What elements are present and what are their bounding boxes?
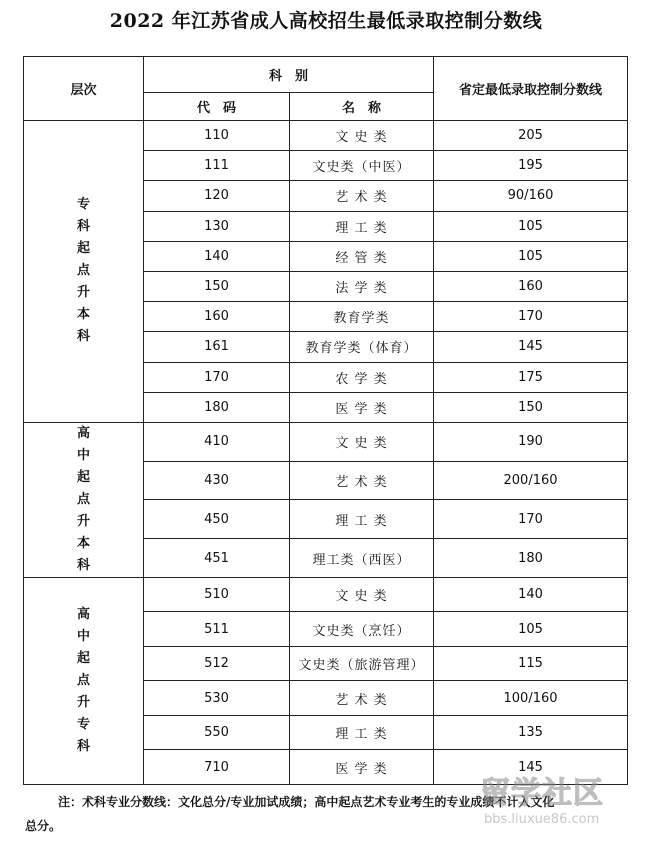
name-cell: 经 管 类 xyxy=(290,241,434,271)
code-cell: 111 xyxy=(144,151,290,181)
name-cell: 法 学 类 xyxy=(290,271,434,301)
code-cell: 511 xyxy=(144,612,290,647)
score-cell: 145 xyxy=(434,332,628,362)
table-row xyxy=(24,577,628,612)
level-label: 专科起点升本科 xyxy=(76,197,90,345)
code-cell: 180 xyxy=(144,392,290,422)
code-cell: 510 xyxy=(144,577,290,612)
score-cell: 175 xyxy=(434,362,628,392)
score-cell: 140 xyxy=(434,577,628,612)
level-cell xyxy=(24,422,144,577)
score-cell: 135 xyxy=(434,715,628,750)
header-level: 层次 xyxy=(24,57,144,121)
score-cell: 100/160 xyxy=(434,681,628,716)
score-cell: 170 xyxy=(434,500,628,539)
code-cell: 451 xyxy=(144,539,290,578)
name-cell: 理 工 类 xyxy=(290,211,434,241)
page-title: 2022 年江苏省成人高校招生最低录取控制分数线 xyxy=(109,10,543,32)
name-cell: 理 工 类 xyxy=(290,715,434,750)
name-cell: 艺 术 类 xyxy=(290,461,434,500)
code-cell: 170 xyxy=(144,362,290,392)
code-cell: 512 xyxy=(144,646,290,681)
name-cell: 教育学类 xyxy=(290,302,434,332)
code-cell: 130 xyxy=(144,211,290,241)
table-row xyxy=(24,121,628,151)
name-cell: 文 史 类 xyxy=(290,121,434,151)
table-body xyxy=(24,121,628,785)
level-label: 高中起点升专科 xyxy=(76,606,90,754)
score-cell: 200/160 xyxy=(434,461,628,500)
name-cell: 理工类（西医） xyxy=(290,539,434,578)
name-cell: 艺 术 类 xyxy=(290,681,434,716)
code-cell: 161 xyxy=(144,332,290,362)
score-cell: 180 xyxy=(434,539,628,578)
header-code: 代 码 xyxy=(144,93,290,121)
name-cell: 医 学 类 xyxy=(290,750,434,785)
name-cell: 艺 术 类 xyxy=(290,181,434,211)
code-cell: 150 xyxy=(144,271,290,301)
name-cell: 农 学 类 xyxy=(290,362,434,392)
code-cell: 140 xyxy=(144,241,290,271)
score-cell: 170 xyxy=(434,302,628,332)
level-cell xyxy=(24,577,144,784)
name-cell: 文 史 类 xyxy=(290,422,434,461)
score-cell: 145 xyxy=(434,750,628,785)
footnote xyxy=(25,790,638,838)
score-cell: 205 xyxy=(434,121,628,151)
code-cell: 450 xyxy=(144,500,290,539)
score-cell: 105 xyxy=(434,211,628,241)
code-cell: 160 xyxy=(144,302,290,332)
header-subject: 科 别 xyxy=(144,57,434,93)
score-cell: 190 xyxy=(434,422,628,461)
footnote-line-2: 总分。 xyxy=(25,819,62,833)
score-cell: 90/160 xyxy=(434,181,628,211)
score-cell: 150 xyxy=(434,392,628,422)
code-cell: 530 xyxy=(144,681,290,716)
name-cell: 教育学类（体育） xyxy=(290,332,434,362)
header-name: 名 称 xyxy=(290,93,434,121)
code-cell: 410 xyxy=(144,422,290,461)
level-label: 高中起点升本科 xyxy=(76,425,90,573)
score-cell: 105 xyxy=(434,241,628,271)
header-score: 省定最低录取控制分数线 xyxy=(434,57,628,121)
code-cell: 110 xyxy=(144,121,290,151)
code-cell: 430 xyxy=(144,461,290,500)
score-cell: 115 xyxy=(434,646,628,681)
watermark-logo-text: 留学社区 xyxy=(480,776,604,811)
table-row xyxy=(24,422,628,461)
watermark-url: bbs.liuxue86.com xyxy=(484,812,600,827)
footnote-line-1: 注：术科专业分数线：文化总分/专业加试成绩；高中起点艺术专业考生的专业成绩不计入文化 xyxy=(58,795,555,809)
code-cell: 120 xyxy=(144,181,290,211)
score-table xyxy=(23,56,628,785)
level-cell xyxy=(24,121,144,423)
code-cell: 550 xyxy=(144,715,290,750)
name-cell: 文史类（旅游管理） xyxy=(290,646,434,681)
name-cell: 理 工 类 xyxy=(290,500,434,539)
name-cell: 文史类（烹饪） xyxy=(290,612,434,647)
score-cell: 105 xyxy=(434,612,628,647)
score-cell: 195 xyxy=(434,151,628,181)
code-cell: 710 xyxy=(144,750,290,785)
name-cell: 医 学 类 xyxy=(290,392,434,422)
name-cell: 文 史 类 xyxy=(290,577,434,612)
score-cell: 160 xyxy=(434,271,628,301)
name-cell: 文史类（中医） xyxy=(290,151,434,181)
